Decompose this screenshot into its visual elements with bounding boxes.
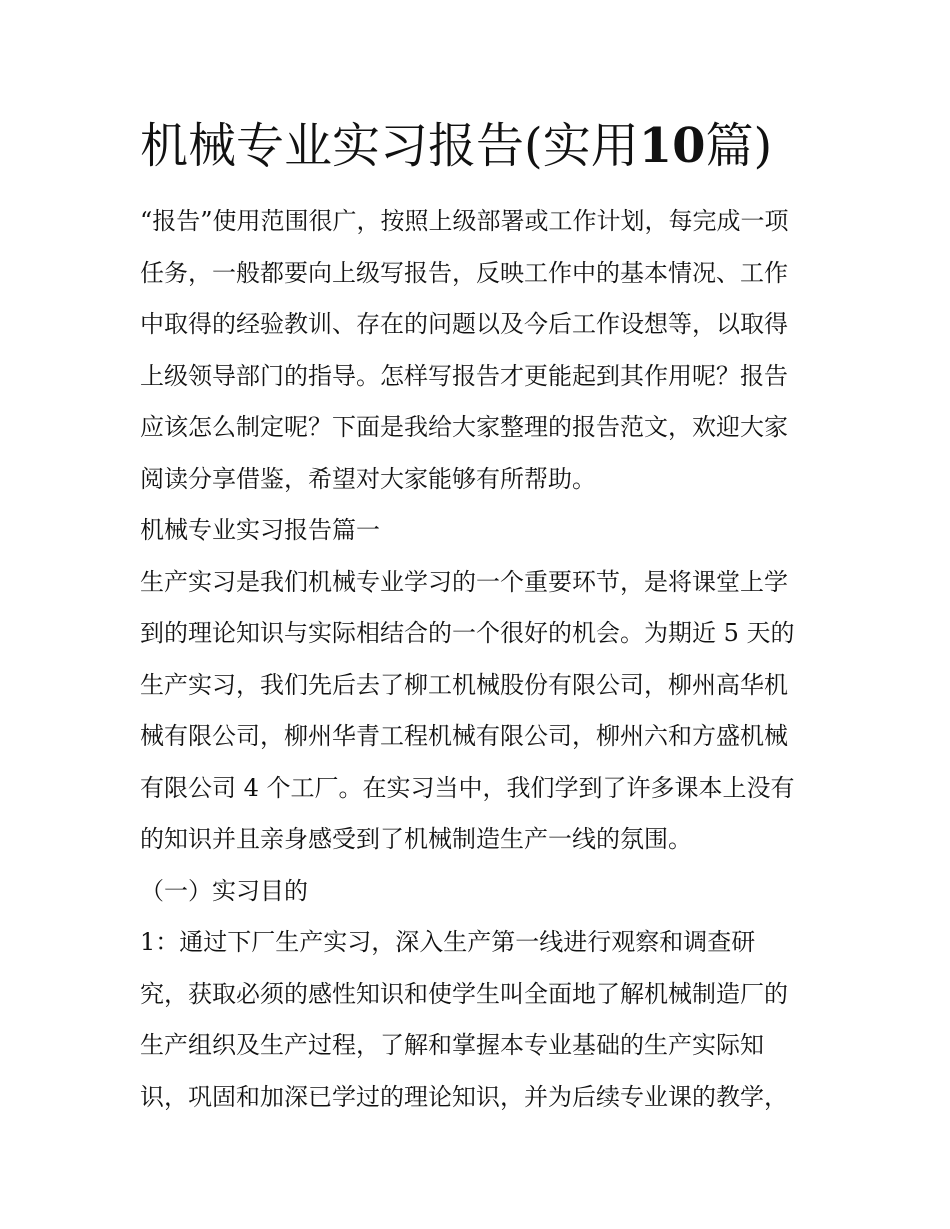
document-body bbox=[140, 196, 820, 1123]
body-line-1: 生产实习是我们机械专业学习的一个重要环节，是将课堂上学 bbox=[140, 567, 788, 596]
body-line-5: 有限公司 4 个工厂。在实习当中，我们学到了许多课本上没有 bbox=[140, 773, 795, 802]
intro-line-4: 上级领导部门的指导。怎样写报告才更能起到其作用呢？报告 bbox=[140, 361, 788, 390]
body-line-6: 的知识并且亲身感受到了机械制造生产一线的氛围。 bbox=[140, 825, 692, 853]
intro-line-6: 阅读分享借鉴，希望对大家能够有所帮助。 bbox=[140, 464, 596, 493]
intro-line-2: 任务，一般都要向上级写报告，反映工作中的基本情况、工作 bbox=[140, 258, 788, 287]
body-line-3: 生产实习，我们先后去了柳工机械股份有限公司，柳州高华机 bbox=[140, 670, 788, 699]
purpose-line-3: 生产组织及生产过程，了解和掌握本专业基础的生产实际知 bbox=[140, 1031, 764, 1059]
body-line-4: 械有限公司，柳州华青工程机械有限公司，柳州六和方盛机械 bbox=[140, 722, 788, 750]
intro-line-3: 中取得的经验教训、存在的问题以及今后工作设想等，以取得 bbox=[140, 310, 788, 338]
intro-line-1: “报告”使用范围很广，按照上级部署或工作计划，每完成一项 bbox=[140, 207, 789, 235]
title-suffix: 篇) bbox=[705, 118, 773, 174]
purpose-line-4: 识，巩固和加深已学过的理论知识，并为后续专业课的教学， bbox=[140, 1082, 788, 1111]
title-prefix: 机械专业实习报告(实用 bbox=[140, 118, 639, 174]
intro-line-5: 应该怎么制定呢？下面是我给大家整理的报告范文，欢迎大家 bbox=[140, 413, 788, 441]
section-heading: 机械专业实习报告篇一 bbox=[140, 516, 380, 544]
document-title bbox=[140, 112, 820, 180]
body-line-2: 到的理论知识与实际相结合的一个很好的机会。为期近 5 天的 bbox=[140, 619, 795, 647]
document-content bbox=[140, 112, 820, 1123]
subsection-heading: （一）实习目的 bbox=[140, 876, 308, 905]
purpose-line-2: 究，获取必须的感性知识和使学生叫全面地了解机械制造厂的 bbox=[140, 979, 788, 1008]
purpose-line-1: 1：通过下厂生产实习，深入生产第一线进行观察和调查研 bbox=[140, 928, 756, 956]
title-number: 10 bbox=[638, 118, 706, 174]
